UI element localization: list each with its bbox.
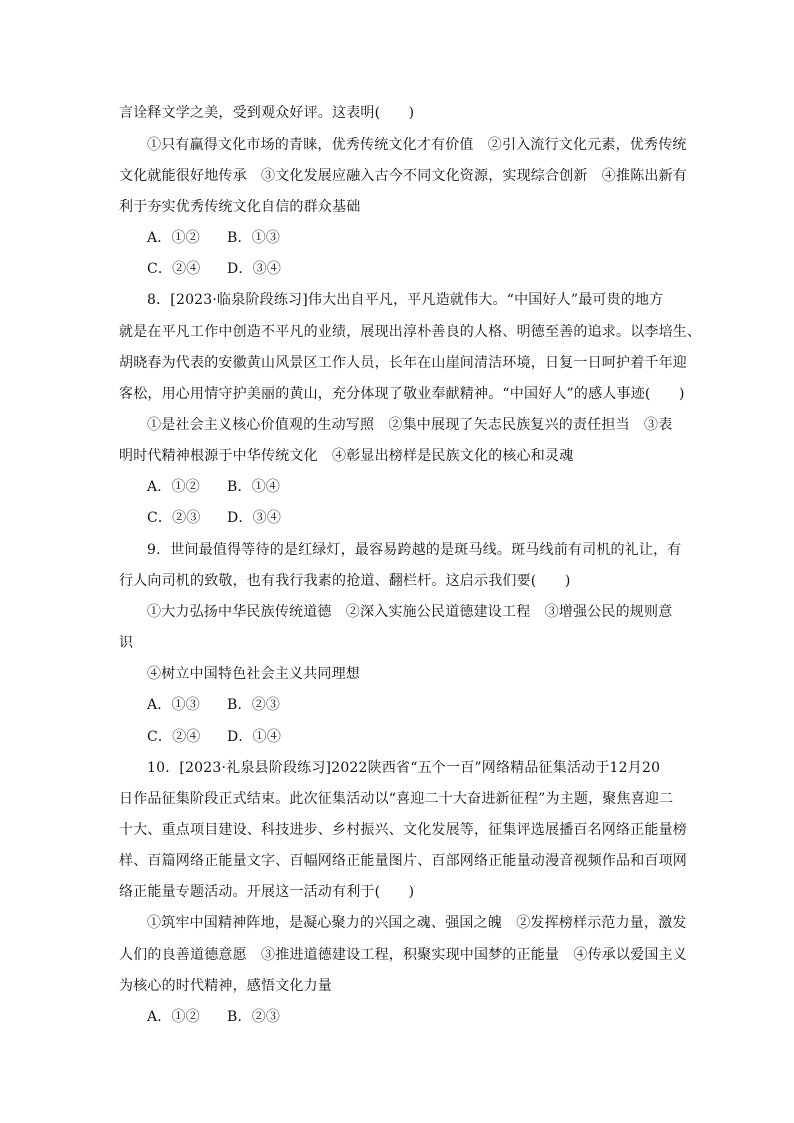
q10-stem-line-4: 样、百篇网络正能量文字、百幅网络正能量图片、百部网络正能量动漫音视频作品和百项网 <box>119 853 687 869</box>
q8-option-a: A．①② <box>147 479 200 495</box>
q9-option-a: A．①③ <box>147 697 200 713</box>
q10-option-b: B．②③ <box>227 1009 281 1025</box>
q7-options-row-2 <box>147 260 281 278</box>
q7-option-b: B．①③ <box>227 230 281 246</box>
q9-stem-line-1: 9．世间最值得等待的是红绿灯，最容易跨越的是斑马线。斑马线前有司机的礼让，有 <box>147 542 682 558</box>
q8-choices-line-1: ①是社会主义核心价值观的生动写照 ②集中展现了矢志民族复兴的责任担当 ③表 <box>147 417 673 433</box>
q10-choices-line-1: ①筑牢中国精神阵地，是凝心聚力的兴国之魂、强国之魄 ②发挥榜样示范力量，激发 <box>147 915 687 931</box>
q9-choices-line-3: ④树立中国特色社会主义共同理想 <box>147 666 360 682</box>
q9-choices-line-1: ①大力弘扬中华民族传统道德 ②深入实施公民道德建设工程 ③增强公民的规则意 <box>147 604 673 620</box>
q9-choices-line-2: 识 <box>119 635 134 651</box>
q8-option-d: D．③④ <box>227 510 282 526</box>
q8-stem-line-1: 8．[2023·临泉阶段练习]伟大出自平凡，平凡造就伟大。“中国好人”最可贵的地方 <box>147 292 664 308</box>
q9-option-c: C．②④ <box>147 729 201 745</box>
q8-stem-line-3: 胡晓春为代表的安徽黄山风景区工作人员，长年在山崖间清洁环境，日复一日呵护着千年迎 <box>119 355 687 371</box>
q10-options-row-1 <box>147 1008 280 1026</box>
q7-stem-tail: 言诠释文学之美，受到观众好评。这表明( ) <box>119 105 415 121</box>
q8-stem-line-2: 就是在平凡工作中创造不平凡的业绩，展现出淳朴善良的人格、明德至善的追求。以李培生、 <box>119 324 702 340</box>
q8-stem-line-4: 客松，用心用情守护美丽的黄山，充分体现了敬业奉献精神。“中国好人”的感人事迹( ) <box>119 386 685 402</box>
q7-choices-line-2: 文化就能很好地传承 ③文化发展应融入古今不同文化资源，实现综合创新 ④推陈出新有 <box>119 168 687 184</box>
q10-stem-line-3: 十大、重点项目建设、科技进步、乡村振兴、文化发展等，征集评选展播百名网络正能量榜 <box>119 822 687 838</box>
q8-option-c: C．②③ <box>147 510 201 526</box>
q7-options-row-1 <box>147 229 280 247</box>
q10-stem-line-1: 10．[2023·礼泉县阶段练习]2022陕西省“五个一百”网络精品征集活动于12月20 <box>147 760 661 776</box>
q8-choices-line-2: 明时代精神根源于中华传统文化 ④彰显出榜样是民族文化的核心和灵魂 <box>119 448 574 464</box>
q9-stem-line-2: 行人向司机的致敬，也有我行我素的抢道、翻栏杆。这启示我们要( ) <box>119 573 571 589</box>
q8-option-b: B．①④ <box>227 479 281 495</box>
q10-option-a: A．①② <box>147 1009 200 1025</box>
q9-options-row-1 <box>147 696 280 714</box>
q9-option-b: B．②③ <box>227 697 281 713</box>
q10-stem-line-5: 络正能量专题活动。开展这一活动有利于( ) <box>119 884 415 900</box>
q7-option-a: A．①② <box>147 230 200 246</box>
q7-option-c: C．②④ <box>147 261 201 277</box>
q9-option-d: D．①④ <box>227 729 282 745</box>
q7-choices-line-3: 利于夯实优秀传统文化自信的群众基础 <box>119 199 361 215</box>
q8-options-row-1 <box>147 478 280 496</box>
q10-choices-line-2: 人们的良善道德意愿 ③推进道德建设工程，积聚实现中国梦的正能量 ④传承以爱国主义 <box>119 947 687 963</box>
q7-choices-line-1: ①只有赢得文化市场的青睐，优秀传统文化才有价值 ②引入流行文化元素，优秀传统 <box>147 137 687 153</box>
q8-options-row-2 <box>147 509 281 527</box>
q10-stem-line-2: 日作品征集阶段正式结束。此次征集活动以“喜迎二十大奋进新征程”为主题，聚焦喜迎二 <box>119 791 674 807</box>
q9-options-row-2 <box>147 728 281 746</box>
q7-option-d: D．③④ <box>227 261 282 277</box>
q10-choices-line-3: 为核心的时代精神，感悟文化力量 <box>119 978 332 994</box>
